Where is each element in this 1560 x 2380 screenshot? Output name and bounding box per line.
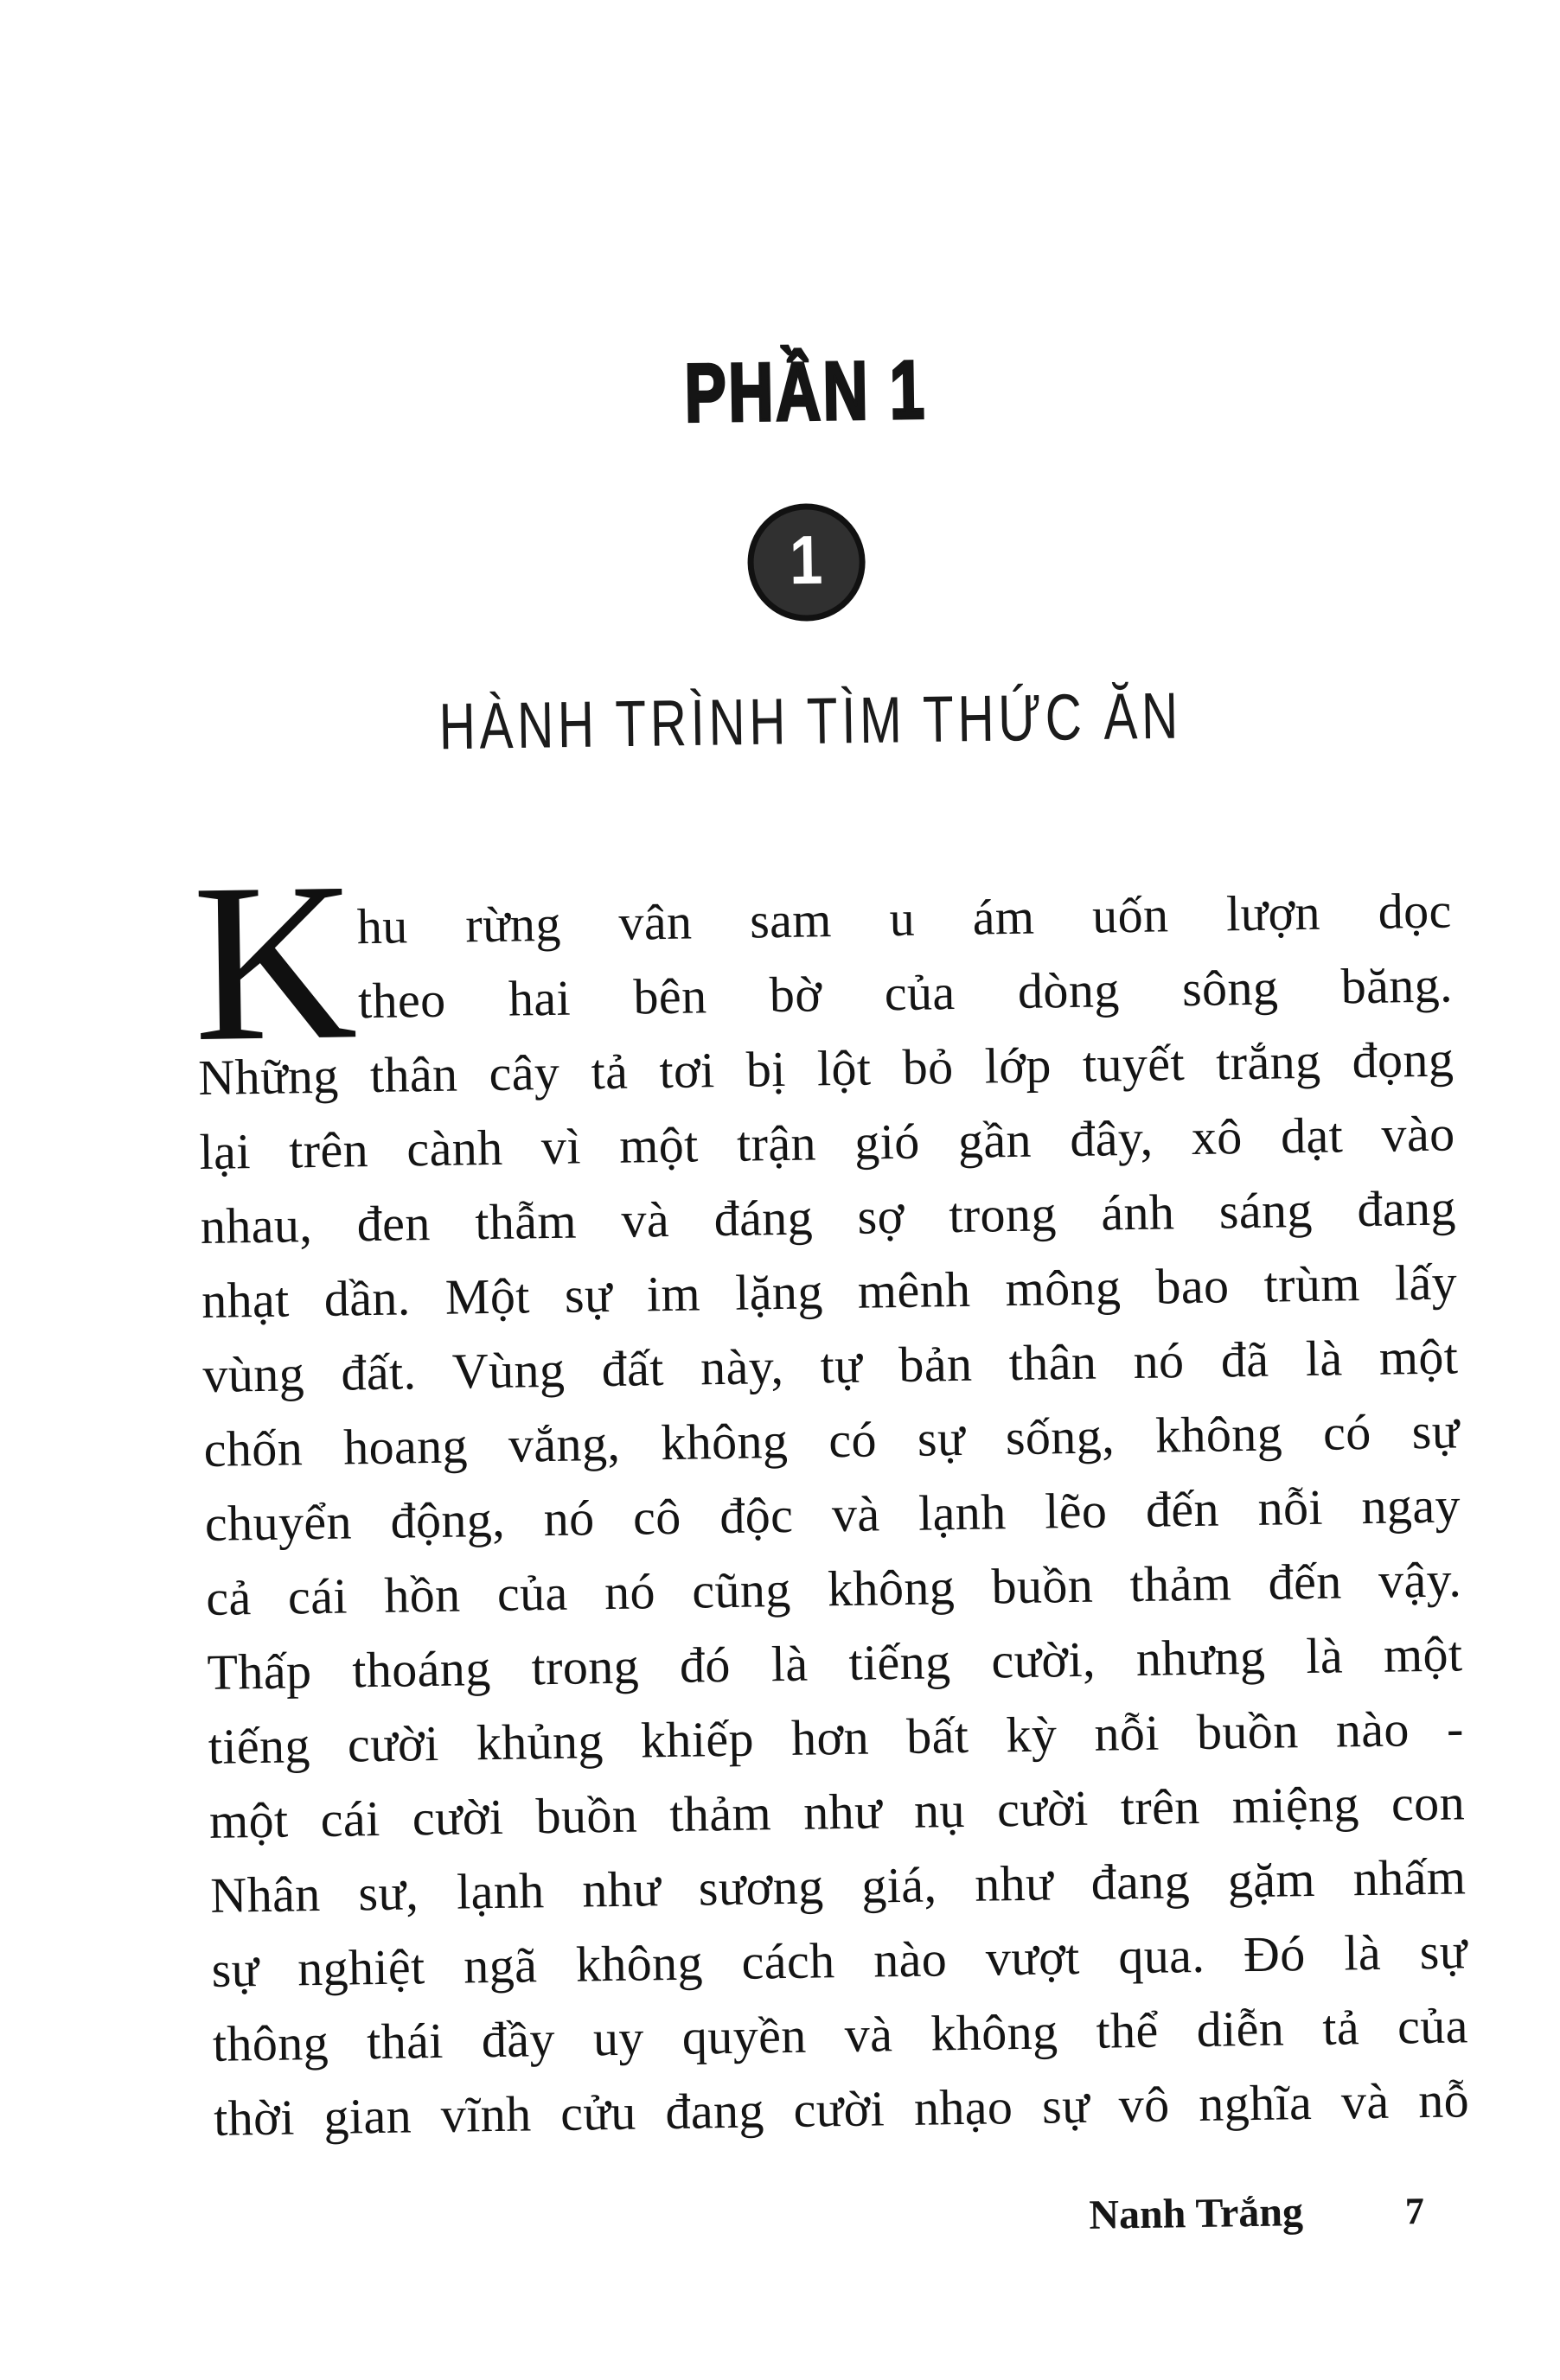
chapter-number: 1: [789, 520, 824, 599]
text-line: thời gian vĩnh cửu đang cười nhạo sự vô nghĩa và nỗ: [213, 2071, 1470, 2147]
text-line: thông thái đầy uy quyền và không thể diễn tả của: [212, 1997, 1469, 2072]
text-line: tiếng cười khủng khiếp hơn bất kỳ nỗi buồn nào -: [208, 1700, 1465, 1775]
text-line: nhau, đen thẫm và đáng sợ trong ánh sáng đang: [200, 1179, 1457, 1254]
text-line: lại trên cành vì một trận gió gần đây, xô dạt vào: [199, 1105, 1455, 1180]
text-line: Những thân cây tả tơi bị lột bỏ lớp tuyết trắng đọng: [197, 1030, 1455, 1106]
chapter-title-text: HÀNH TRÌNH TÌM THỨC ĂN: [438, 680, 1183, 764]
footer-page-number: 7: [1404, 2190, 1425, 2233]
text-line: sự nghiệt ngã không cách nào vượt qua. Đó là sự: [211, 1923, 1467, 1998]
part-label: [25, 341, 1560, 443]
text-line: vùng đất. Vùng đất này, tự bản thân nó đã là một: [201, 1328, 1459, 1403]
body-paragraph: [191, 835, 1470, 2155]
chapter-number-badge: [747, 502, 866, 622]
text-line: nhạt dần. Một sự im lặng mênh mông bao trùm lấy: [201, 1254, 1458, 1329]
drop-cap: K: [191, 835, 360, 1089]
text-line: chốn hoang vắng, không có sự sống, không có sự: [203, 1402, 1461, 1477]
text-line: theo hai bên bờ của dòng sông băng.: [357, 956, 1454, 1030]
text-line: cả cái hồn của nó cũng không buồn thảm đến vậy.: [205, 1551, 1462, 1626]
chapter-title: [30, 680, 1560, 764]
text-line: Thấp thoáng trong đó là tiếng cười, nhưng là một: [207, 1625, 1463, 1700]
text-line: chuyển động, nó cô độc và lạnh lẽo đến nỗi ngay: [204, 1477, 1461, 1552]
text-line: Nhân sư, lạnh như sương giá, như đang gặm nhấm: [209, 1848, 1467, 1924]
text-line: một cái cười buồn thảm như nụ cười trên miệng con: [208, 1774, 1466, 1849]
page-footer: [1089, 2186, 1424, 2239]
footer-book-title: Nanh Trắng: [1088, 2189, 1304, 2238]
part-label-text: PHẦN 1: [683, 342, 928, 440]
text-line: hu rừng vân sam u ám uốn lượn dọc: [356, 882, 1453, 955]
